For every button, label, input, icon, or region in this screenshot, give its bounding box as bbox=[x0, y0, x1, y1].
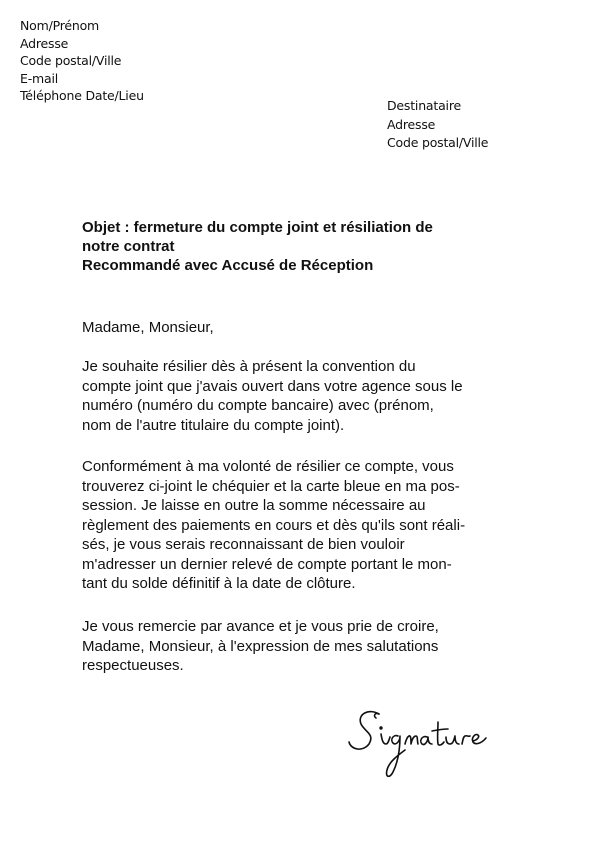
handwritten-signature bbox=[345, 700, 495, 780]
paragraph-3 bbox=[82, 617, 522, 676]
recipient-address: Adresse bbox=[387, 116, 436, 132]
paragraph-line: compte joint que j'avais ouvert dans votre agence sous le bbox=[82, 377, 463, 395]
sender-email: E-mail bbox=[20, 70, 58, 86]
paragraph-line: règlement des paiements en cours et dès qu'ils sont réali- bbox=[82, 516, 466, 534]
object-line: Recommandé avec Accusé de Réception bbox=[82, 257, 374, 274]
paragraph-line: Je souhaite résilier dès à présent la convention du bbox=[82, 358, 416, 375]
sender-postal-city: Code postal/Ville bbox=[20, 53, 122, 68]
recipient-block bbox=[387, 97, 488, 153]
paragraph-line: session. Je laisse en outre la somme nécessaire au bbox=[82, 497, 426, 514]
paragraph-line: Je vous remercie par avance et je vous prie de croire, bbox=[82, 618, 439, 635]
sender-address: Adresse bbox=[20, 35, 69, 51]
paragraph-line: Conformément à ma volonté de résilier ce compte, vous bbox=[82, 458, 454, 475]
paragraph-line: numéro (numéro du compte bancaire) avec (prénom, bbox=[82, 397, 434, 414]
paragraph-line: trouverez ci-joint le chéquier et la carte bleue en ma pos- bbox=[82, 477, 460, 495]
paragraph-line: Madame, Monsieur, à l'expression de mes salutations bbox=[82, 637, 439, 655]
paragraph-line: tant du solde définitif à la date de clôture. bbox=[82, 575, 356, 592]
letter-object bbox=[82, 218, 502, 275]
paragraph-line: respectueuses. bbox=[82, 657, 184, 674]
recipient-name: Destinataire bbox=[387, 98, 461, 113]
sender-name: Nom/Prénom bbox=[20, 18, 100, 33]
paragraph-line: sés, je vous serais reconnaissant de bien vouloir bbox=[82, 536, 405, 553]
paragraph-line: m'adresser un dernier relevé de compte portant le mon- bbox=[82, 555, 452, 573]
recipient-postal-city: Code postal/Ville bbox=[387, 135, 489, 150]
paragraph-line: nom de l'autre titulaire du compte joint). bbox=[82, 416, 345, 434]
salutation: Madame, Monsieur, bbox=[82, 319, 214, 336]
paragraph-2 bbox=[82, 457, 522, 594]
object-line: notre contrat bbox=[82, 238, 175, 255]
object-line: Objet : fermeture du compte joint et résiliation de bbox=[82, 219, 433, 236]
sender-block bbox=[20, 17, 144, 105]
paragraph-1 bbox=[82, 357, 522, 435]
sender-phone-date-place: Téléphone Date/Lieu bbox=[20, 88, 144, 103]
